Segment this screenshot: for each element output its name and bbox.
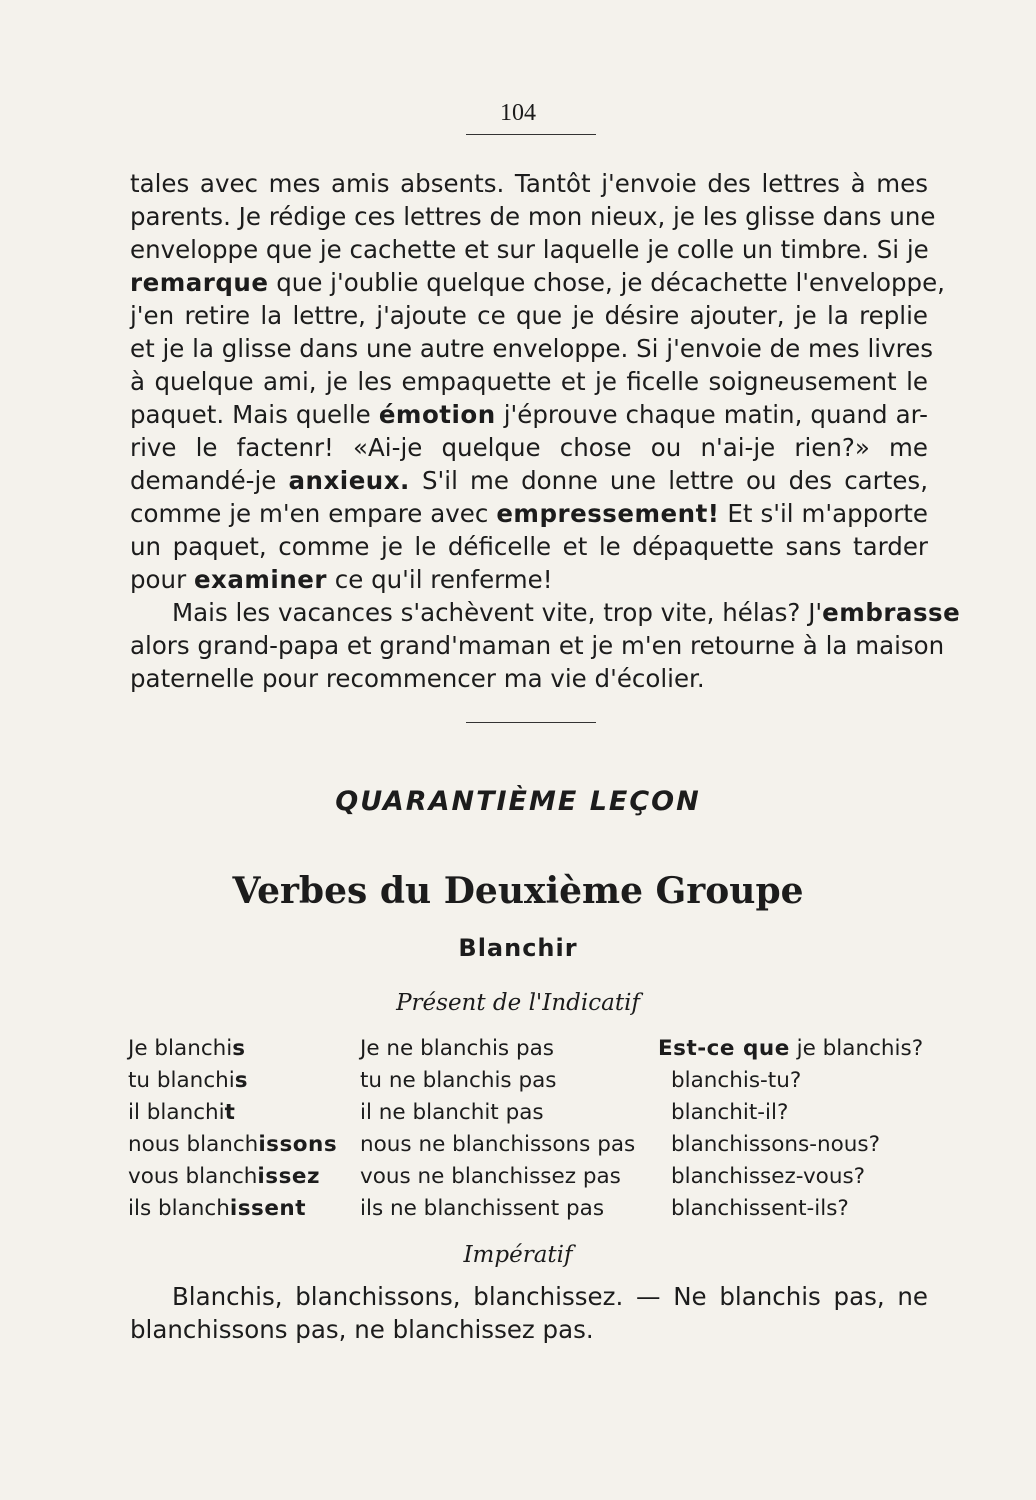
affirmative-form [128,1164,320,1189]
text-line [130,596,961,629]
negative-form: nous ne blanchissons pas [360,1132,636,1157]
affirmative-form [128,1132,337,1157]
text-span: alors grand-papa et grand'maman et je m'en retourne à la maison [130,631,945,660]
bold-word: anxieux. [288,466,410,495]
verb-ending: t [224,1100,236,1125]
interrogative-form [658,1036,923,1061]
text-span: un paquet, comme je le déficelle et le dépaquette sans tarder [130,532,928,561]
verb-ending: s [232,1036,246,1061]
conjugation-row [128,1100,938,1132]
text-span: blanchissent-ils? [671,1196,849,1221]
section-rule [466,722,596,723]
negative-form: vous ne blanchissez pas [360,1164,621,1189]
text-span: ce qu'il renferme! [326,565,553,594]
text-line [130,497,928,530]
interrogative-form [671,1164,865,1189]
text-span: paternelle pour recommencer ma vie d'écolier. [130,664,705,693]
text-line [130,563,928,596]
text-span: paquet. Mais quelle [130,400,379,429]
interrogative-form [671,1132,880,1157]
text-line [130,266,945,299]
bold-word: embrasse [822,598,961,627]
conjugation-row [128,1036,938,1068]
text-span: blanchis-tu? [671,1068,802,1093]
text-span: pour [130,565,194,594]
bold-word: remarque [130,268,269,297]
bold-word: empressement! [496,499,720,528]
text-span: enveloppe que je cachette et sur laquelle je colle un timbre. Si je [130,235,929,264]
text-span: blanchit-il? [671,1100,789,1125]
text-line [130,167,928,200]
paragraph-1 [130,167,945,596]
text-line [130,530,928,563]
verb-heading: Blanchir [458,934,578,962]
page-number: 104 [500,100,536,126]
text-span: ils blanch [128,1196,230,1221]
conjugation-row [128,1196,938,1228]
text-span: rive le factenr! «Ai-je quelque chose ou n'ai-je rien?» me [130,433,928,462]
text-span: j'éprouve chaque matin, quand ar- [495,400,928,429]
interrogative-form [671,1068,801,1093]
text-span: et je la glisse dans une autre enveloppe. Si j'envoie de mes livres [130,334,933,363]
tense-imperative-heading: Impératif [463,1242,573,1268]
bold-word: émotion [378,400,496,429]
text-line [130,464,928,497]
text-span: à quelque ami, je les empaquette et je ficelle soigneusement le [130,367,928,396]
conjugation-row [128,1164,938,1196]
conjugation-row [128,1068,938,1100]
affirmative-form [128,1100,235,1125]
text-span: blanchissons-nous? [671,1132,881,1157]
bold-word: examiner [193,565,327,594]
verb-ending: issons [258,1132,338,1157]
text-span: que j'oublie quelque chose, je décachette l'enveloppe, [268,268,945,297]
text-span: blanchissez-vous? [671,1164,866,1189]
lesson-heading: QUARANTIÈME LEÇON [335,786,701,817]
text-line: blanchissons pas, ne blanchissez pas. [130,1315,594,1344]
affirmative-form [128,1068,248,1093]
text-span: S'il me donne une lettre ou des cartes, [409,466,928,495]
text-span: j'en retire la lettre, j'ajoute ce que je désire ajouter, je la replie [130,301,928,330]
text-span: nous blanch [128,1132,259,1157]
verb-ending: s [234,1068,249,1093]
text-line [130,431,928,464]
verb-ending: issent [229,1196,306,1221]
conjugation-table [128,1036,938,1228]
text-span: vous blanch [128,1164,258,1189]
text-span: demandé-je [130,466,289,495]
text-line [130,299,928,332]
text-line [130,200,936,233]
affirmative-form [128,1196,306,1221]
text-span: parents. Je rédige ces lettres de mon nieux, je les glisse dans une [130,202,936,231]
text-span: Mais les vacances s'achèvent vite, trop vite, hélas? J' [172,598,823,627]
negative-form: Je ne blanchis pas [360,1036,554,1061]
verb-ending: issez [257,1164,320,1189]
conjugation-row [128,1132,938,1164]
header-rule [466,134,596,135]
text-line [130,662,928,695]
tense-present-heading: Présent de l'Indicatif [396,990,640,1016]
text-line [130,629,945,662]
text-span: tu blanchi [128,1068,235,1093]
text-span: Je blanchi [128,1036,233,1061]
bold-word: Est-ce que [658,1036,790,1061]
imperative-paragraph [130,1280,928,1346]
text-line: Blanchis, blanchissons, blanchissez. — Ne blanchis pas, ne [172,1282,928,1311]
affirmative-form [128,1036,246,1061]
text-span: Et s'il m'apporte [719,499,928,528]
interrogative-form [671,1100,788,1125]
paragraph-2 [130,596,961,695]
text-line [130,398,928,431]
text-line [130,365,928,398]
text-span: je blanchis? [789,1036,924,1061]
negative-form: il ne blanchit pas [360,1100,544,1125]
interrogative-form [671,1196,849,1221]
text-span: il blanchi [128,1100,225,1125]
text-line [130,233,928,266]
lesson-title: Verbes du Deuxième Groupe [232,870,804,912]
text-line [130,332,933,365]
text-span: tales avec mes amis absents. Tantôt j'envoie des lettres à mes [130,169,928,198]
negative-form: ils ne blanchissent pas [360,1196,605,1221]
negative-form: tu ne blanchis pas [360,1068,557,1093]
text-span: comme je m'en empare avec [130,499,497,528]
